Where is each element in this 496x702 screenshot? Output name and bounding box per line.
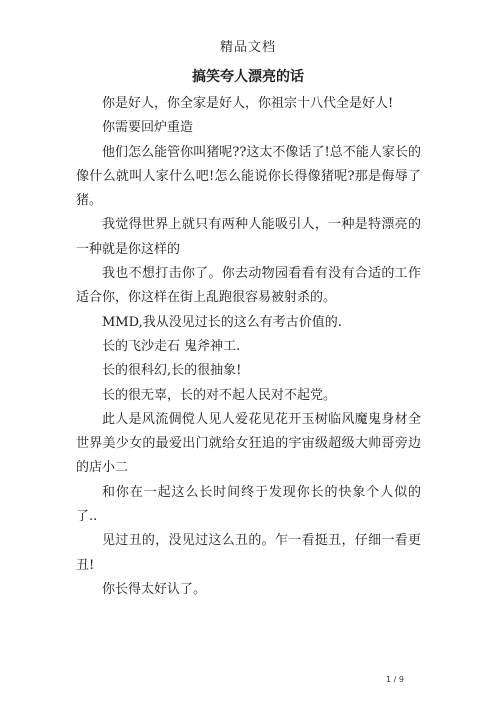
paragraph: 你长得太好认了。 <box>102 581 207 597</box>
paragraph: 长的很科幻,长的很抽象! <box>102 363 242 379</box>
paragraph: MMD,我从没见过长的这么有考古价值的. <box>102 314 342 330</box>
paragraph: 你需要回炉重造 <box>102 120 194 136</box>
paragraph: 我觉得世界上就只有两种人能吸引人，一种是特漂亮的一种就是你这样的 <box>76 217 421 257</box>
document-body <box>76 92 421 602</box>
paragraph: 他们怎么能管你叫猪呢??这太不像话了!总不能人家长的像什么就叫人家什么吧!怎么能说你长得像猪呢?那是侮辱了猪。 <box>76 144 421 209</box>
paragraph: 见过丑的，没见过这么丑的。乍一看挺丑，仔细一看更丑! <box>76 533 421 573</box>
paragraph: 你是好人，你全家是好人，你祖宗十八代全是好人! <box>102 96 394 111</box>
paragraph: 长的很无辜，长的对不起人民对不起党。 <box>102 387 337 403</box>
paragraph: 长的飞沙走石 鬼斧神工. <box>102 338 241 354</box>
page-number: 1 / 9 <box>386 675 404 684</box>
paragraph: 我也不想打击你了。你去动物园看看有没有合适的工作适合你，你这样在街上乱跑很容易被射杀的。 <box>76 266 421 306</box>
document-title: 搞笑夸人漂亮的话 <box>192 69 304 85</box>
paragraph: 此人是风流倜傥人见人爱花见花开玉树临风魔鬼身材全世界美少女的最爱出门就给女狂追的宇宙级超级大帅哥旁边的店小二 <box>76 411 421 476</box>
document-header: 精品文档 <box>219 40 276 55</box>
paragraph: 和你在一起这么长时间终于发现你长的快象个人似的了.. <box>76 484 421 525</box>
